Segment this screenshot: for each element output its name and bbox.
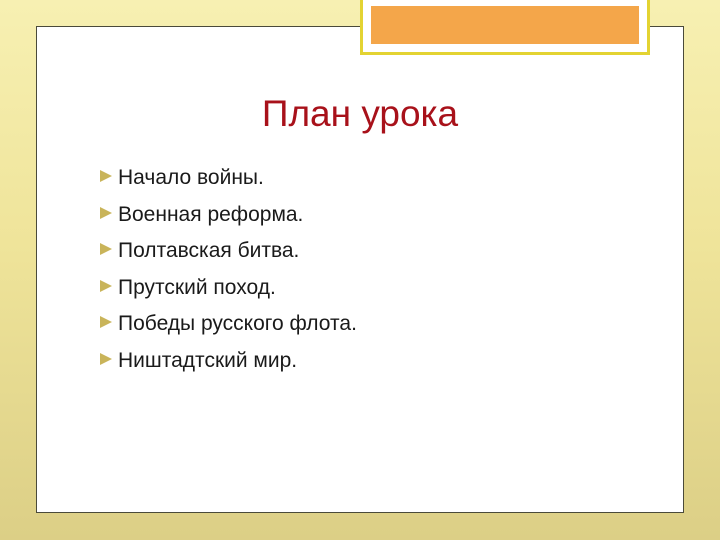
list-item-text: Военная реформа.: [118, 202, 304, 226]
list-item-text: Прутский поход.: [118, 275, 276, 299]
arrow-bullet-icon: [100, 280, 112, 292]
list-item: [100, 343, 357, 380]
slide-title: План урока: [261, 93, 459, 134]
arrow-bullet-icon: [100, 353, 112, 365]
list-item: [100, 233, 357, 270]
accent-block: [371, 6, 639, 44]
list-item-text: Полтавская битва.: [118, 239, 300, 263]
list-item: [100, 197, 357, 234]
list-item: [100, 160, 357, 197]
arrow-bullet-icon: [100, 207, 112, 219]
bullet-list: [100, 160, 357, 379]
list-item-text: Начало войны.: [118, 166, 264, 190]
arrow-bullet-icon: [100, 170, 112, 182]
list-item-text: Победы русского флота.: [118, 312, 357, 336]
list-item: [100, 306, 357, 343]
arrow-bullet-icon: [100, 316, 112, 328]
arrow-bullet-icon: [100, 243, 112, 255]
accent-frame: [360, 0, 650, 55]
list-item: [100, 270, 357, 307]
list-item-text: Ништадтский мир.: [118, 348, 298, 372]
